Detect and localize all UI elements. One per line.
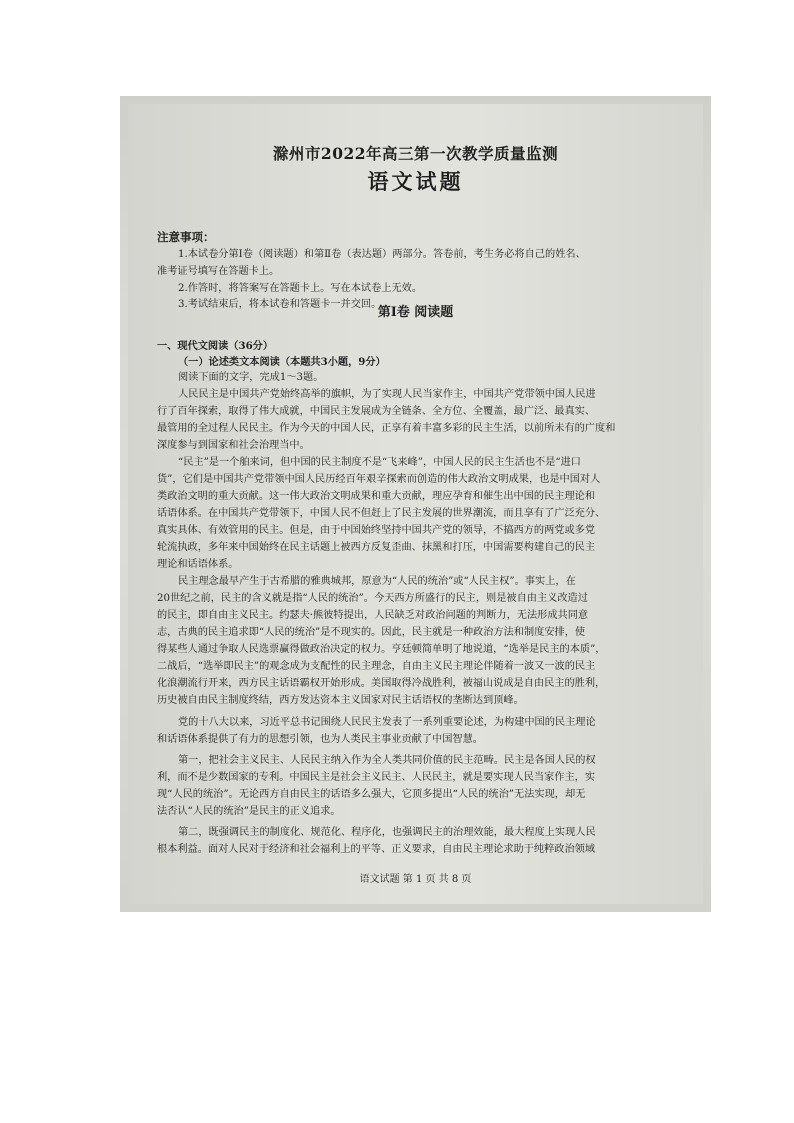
body-line: 最管用的全过程人民民主。作为今天的中国人民，正享有着丰富多彩的民主生活，以前所未有的广度和 <box>157 423 616 434</box>
body-line: 二战后，“选举即民主”的观念成为支配性的民主理念，自由主义民主理论伴随着一波又一波的民主 <box>157 661 596 672</box>
exam-page <box>128 104 703 904</box>
body-line: 20世纪之前，民主的含义就是指“人民的统治”。今天西方所盛行的民主，则是被自由主义改造过 <box>157 593 588 604</box>
body-line: 化浪潮流行开来，西方民主话语霸权开始形成。美国取得冷战胜利，被福山说成是自由民主的胜利， <box>157 678 606 689</box>
document-photo <box>120 96 711 912</box>
body-line: 法否认“人民的统治”是民主的正义追求。 <box>157 806 341 817</box>
exam-title: 滁州市2022年高三第一次教学质量监测 <box>272 144 559 163</box>
body-line: 党的十八大以来，习近平总书记围绕人民民主发表了一系列重要论述，为构建中国的民主理论 <box>178 717 596 728</box>
notice-line: 3.考试结束后，将本试卷和答题卡一并交回。 <box>178 299 382 310</box>
body-line: 类政治文明的重大贡献。这一伟大政治文明成果和重大贡献，理应孕育和催生出中国的民主理论和 <box>157 491 596 502</box>
body-line: 第二，既强调民主的制度化、规范化、程序化，也强调民主的治理效能，最大程度上实现人民 <box>178 827 596 838</box>
body-line: 轮流执政，多年来中国始终在民主话题上被西方反复歪曲、抹黑和打压，中国需要构建自己的民主 <box>157 542 596 553</box>
exam-subject-title: 语文试题 <box>367 169 464 194</box>
body-line: 人民民主是中国共产党始终高举的旗帜，为了实现人民当家作主，中国共产党带领中国人民进 <box>178 389 596 400</box>
body-line: 和话语体系提供了有力的思想引领，也为人类民主事业贡献了中国智慧。 <box>157 734 483 745</box>
notice-heading: 注意事项： <box>157 230 215 244</box>
body-line: 志，古典的民主追求即“人民的统治”是不现实的。因此，民主就是一种政治方法和制度安排，使 <box>157 627 586 638</box>
body-line: 历史被自由民主制度终结，西方发达资本主义国家对民主话语权的垄断达到顶峰。 <box>157 695 524 706</box>
notice-line: 2.作答时，将答案写在答题卡上。写在本试卷上无效。 <box>178 283 423 294</box>
body-line: 现“人民的统治”。无论西方自由民主的话语多么强大，它顶多提出“人民的统治”无法实现，却无 <box>157 789 586 800</box>
page-footer: 语文试题 第 1 页 共 8 页 <box>359 874 472 885</box>
body-line: 得某些人通过争取人民选票赢得做政治决定的权力。亨廷顿简单明了地说道，“选举是民主的本质”， <box>157 644 606 655</box>
body-line: “民主”是一个舶来词，但中国的民主制度不是“飞来峰”，中国人民的民主生活也不是“进口 <box>178 457 581 468</box>
body-line: 货”，它们是中国共产党带领中国人民历经百年艰辛探索而创造的伟大政治文明成果，也是中国对人 <box>157 474 601 485</box>
part-heading: 一、现代文阅读（36分） <box>157 340 274 352</box>
body-line: 民主理念最早产生于古希腊的雅典城邦，原意为“人民的统治”或“人民主权”。事实上，在 <box>178 576 576 587</box>
body-line: 第一，把社会主义民主、人民民主纳入作为全人类共同价值的民主范畴。民主是各国人民的权 <box>178 755 596 766</box>
section-title: 第Ⅰ卷 阅读题 <box>377 305 454 320</box>
body-line: 的民主，即自由主义民主。约瑟夫·熊彼特提出，人民缺乏对政治问题的判断力，无法形成共同意 <box>157 610 589 621</box>
body-line: 深度参与到国家和社会治理当中。 <box>157 440 310 451</box>
body-line: 根本利益。面对人民对于经济和社会福利上的平等、正义要求，自由民主理论求助于纯粹政治领域 <box>157 844 596 855</box>
body-line: 话语体系。在中国共产党带领下，中国人民不但赶上了民主发展的世界潮流，而且享有了广泛充分、 <box>157 508 606 519</box>
body-line: 理论和话语体系。 <box>157 559 239 570</box>
body-line: 真实具体、有效管用的民主。但是，由于中国始终坚持中国共产党的领导，不搞西方的两党或多党 <box>157 525 596 536</box>
body-line: 利，而不是少数国家的专利。中国民主是社会主义民主、人民民主，就是要实现人民当家作主，实 <box>157 772 596 783</box>
sub-heading: （一）论述类文本阅读（本题共3小题，9分） <box>178 356 386 368</box>
notice-line: 1.本试卷分第Ⅰ卷（阅读题）和第Ⅱ卷（表达题）两部分。答卷前，考生务必将自己的姓名、 <box>178 249 586 260</box>
body-line: 行了百年探索，取得了伟大成就，中国民主发展成为全链条、全方位、全覆盖，最广泛、最真实、 <box>157 406 596 417</box>
instruction: 阅读下面的文字，完成1～3题。 <box>178 372 324 383</box>
notice-line: 准考证号填写在答题卡上。 <box>157 266 280 277</box>
